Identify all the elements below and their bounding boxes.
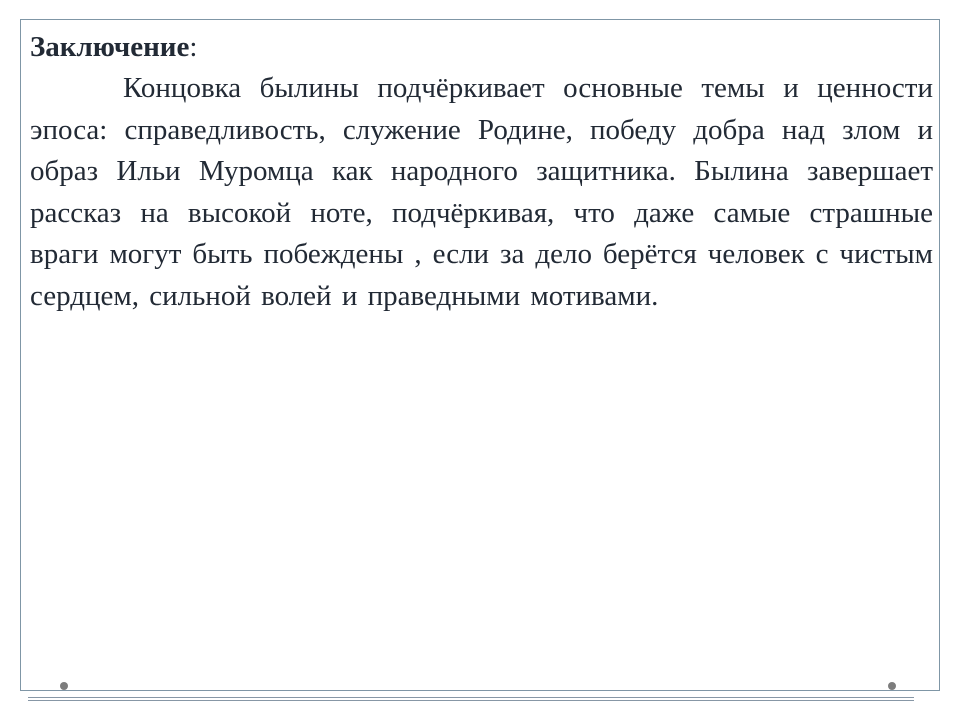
right-bullet-dot — [888, 682, 896, 690]
conclusion-paragraph: Концовка былины подчёркивает основные темы и ценности эпоса: справедливость, служение Родине, победу добра над злом и образ Ильи Муромца как народного защитника. Былина завершает рассказ на высокой ноте, подчёркивая, что даже самые страшные враги могут быть побеждены , если за дело берётся человек с чистым сердцем, сильной волей и праведными мотивами. — [30, 72, 933, 312]
conclusion-heading-label: Заключение — [30, 31, 190, 63]
left-bullet-dot — [60, 682, 68, 690]
bottom-divider — [28, 697, 914, 701]
conclusion-section — [30, 28, 933, 317]
conclusion-heading-colon: : — [189, 31, 198, 63]
conclusion-heading — [30, 28, 933, 66]
